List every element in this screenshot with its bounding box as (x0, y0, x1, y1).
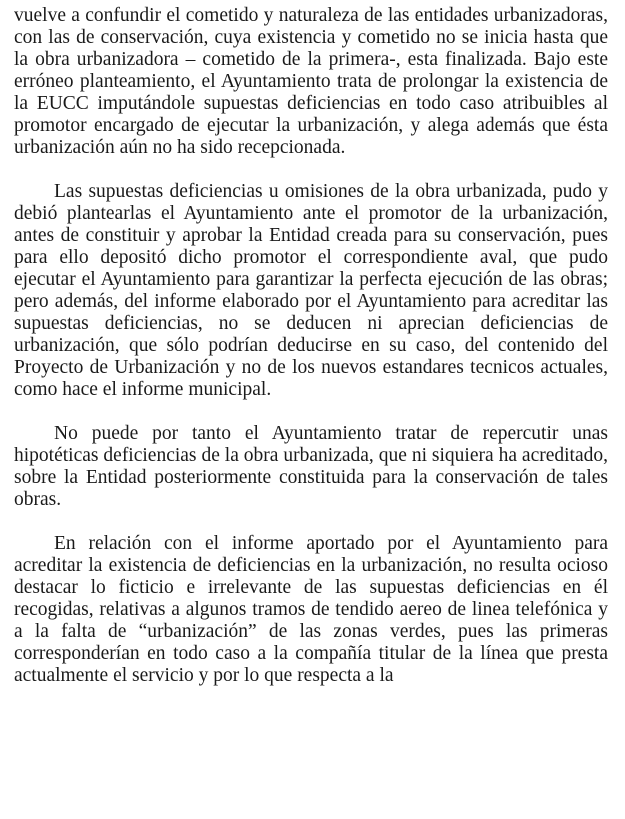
paragraph-no-puede-repercutir: No puede por tanto el Ayuntamiento tratar de repercutir unas hipotéticas deficiencias de la obra urbanizada, que ni siquiera ha acreditado, sobre la Entidad posteriormente constituida para la conservación de tales obras. (14, 423, 608, 510)
paragraph-informe-aportado: En relación con el informe aportado por el Ayuntamiento para acreditar la existencia de deficiencias en la urbanización, no resulta ocioso destacar lo ficticio e irrelevante de las supuestas deficiencias en él recogidas, relativas a algunos tramos de tendido aereo de linea telefónica y a la falta de “urbanización” de las zonas verdes, pues las primeras corresponderían en todo caso a la compañía titular de la línea que presta actualmente el servicio y por lo que respecta a la (14, 533, 608, 686)
paragraph-continuation: vuelve a confundir el cometido y naturaleza de las entidades urbanizadoras, con las de conservación, cuya existencia y cometido no se inicia hasta que la obra urbanizadora – cometido de la primera-, esta finalizada. Bajo este erróneo planteamiento, el Ayuntamiento trata de prolongar la existencia de la EUCC imputándole supuestas deficiencias en todo caso atribuibles al promotor encargado de ejecutar la urbanización, y alega además que ésta urbanización aún no ha sido recepcionada. (14, 5, 608, 158)
paragraph-supuestas-deficiencias: Las supuestas deficiencias u omisiones de la obra urbanizada, pudo y debió plantearlas el Ayuntamiento ante el promotor de la urbanización, antes de constituir y aprobar la Entidad creada para su conservación, pues para ello depositó dicho promotor el correspondiente aval, que pudo ejecutar el Ayuntamiento para garantizar la perfecta ejecución de las obras; pero además, del informe elaborado por el Ayuntamiento para acreditar las supuestas deficiencias, no se deducen ni aprecian deficiencias de urbanización, que sólo podrían deducirse en su caso, del contenido del Proyecto de Urbanización y no de los nuevos estandares tecnicos actuales, como hace el informe municipal. (14, 181, 608, 400)
